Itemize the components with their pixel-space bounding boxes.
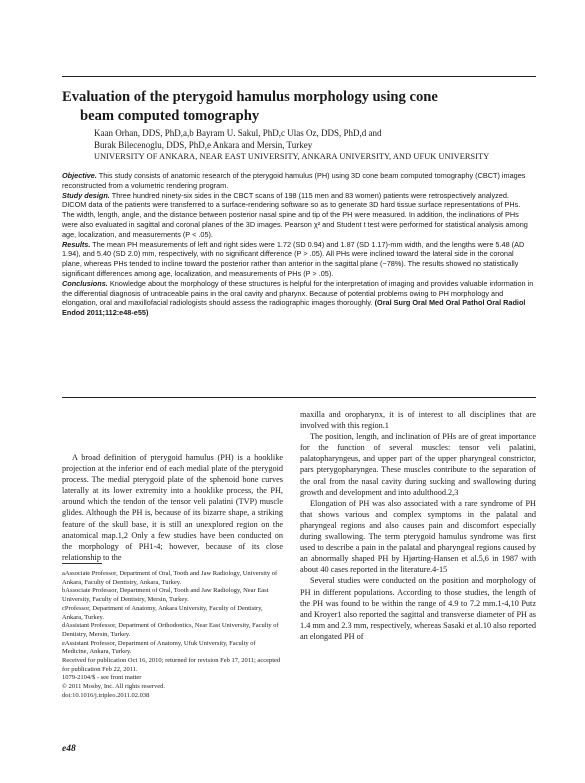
abstract-results: Results. The mean PH measurements of left and right sides were 1.72 (SD 0.94) and 1.87 (SD 1.17)-mm width, and the lengths were 5.48 (AD 1.94), and 5.40 (SD 2.0) mm, respectively, with no significant difference (P > .05). All PHs were inclined toward the lateral side in the coronal plane, whereas PHs tended to incline toward the posterior rather than anterior in the sagittal plane (~78%). The results showed no statistically significant differences among age, localization, and measurements of PHs (P > .05). [62,239,525,278]
title-line-2: beam computed tomography [80,108,260,124]
intro-paragraph-1: A broad definition of pterygoid hamulus (PH) is a hooklike projection at the inferior end of each medial plate of the pterygoid process. The medial pterygoid plate of the sphenoid bone curves laterally at its lower extremity into a hooklike process, the PH, around which the tendon of the tensor veli palatini (TVP) muscle glides. Although the PH is, because of its bizarre shape, a striking feature of the skull base, it is still an unexplored region on the anatomical map.1,2 Only a few studies have been conducted on the morphology of PH1-4; however, because of its close relationship to the [62,453,283,562]
doi-line: doi:10.1016/j.tripleo.2011.02.038 [62,691,150,699]
authors-line-2: Burak Bilecenoglu, DDS, PhD,e Ankara and Mersin, Turkey [94,140,313,151]
body-paragraph-3: Elongation of PH was also associated with a rare syndrome of PH that shows various and complex symptoms in the palatal and pharyngeal regions and also causes pain and discomfort especially during swallowing. The term pterygoid hamulus syndrome was first used to describe a pain in the palatal and pharyngeal regions caused by an abnormally shaped PH by Hjørting-Hansen et al.5,6 in 1987 with about 40 cases reported in the literature.4-15 [300,498,536,575]
top-rule [62,76,536,77]
institutions-line: UNIVERSITY OF ANKARA, NEAR EAST UNIVERSITY, ANKARA UNIVERSITY, AND UFUK UNIVERSITY [94,152,490,162]
journal-citation: (Oral Surg Oral Med Oral Pathol Oral Radiol Endod 2011;112:e48-e55) [62,298,526,318]
copyright-line: © 2011 Mosby, Inc. All rights reserved. [62,683,166,691]
footnote-b: bAssociate Professor, Department of Oral, Tooth and Jaw Radiology, Near East University, Faculty of Dentistry, Mersin, Turkey. [62,587,269,604]
issn-line: 1079-2104/$ - see front matter [62,674,142,682]
abstract [62,171,534,318]
footnote-rule [62,563,102,564]
footnote-a: aAssociate Professor, Department of Oral, Tooth and Jaw Radiology, University of Ankara, Faculty of Dentistry, Ankara, Turkey. [62,570,278,586]
abstract-study-design: Study design. Three hundred ninety-six sides in the CBCT scans of 198 (115 men and 83 women) patients were retrospectively analyzed. DICOM data of the patients were transferred to a surface-rendering software so as to generate 3D hard tissue surface representations of PHs. The width, length, angle, and the distance between posterior nasal spine and tip of the PH were measured. In addition, the inclinations of PHs were also evaluated in sagittal and coronal planes of the 3D images. Pearson χ² and Student t test were performed for statistical analysis among age, localization, and measurements (P < .05). [62,190,528,239]
title-line-1: Evaluation of the pterygoid hamulus morphology using cone [62,89,438,105]
author-block [94,127,534,164]
footnote-c: cProfessor, Department of Anatomy, Ankara University, Faculty of Dentistry, Ankara, Turkey. [62,604,263,621]
body-paragraph-2: The position, length, and inclination of PHs are of great importance for the function of several muscles: tensor veli palatini, palatopharyngeus, and upper part of the upper pharyngeal constrictor, pars pterygopharyngea. These muscles contribute to the separation of the oral from the nasal cavity during sucking and swallowing during growth and development and into adulthood.2,3 [300,432,536,497]
footnote-e: eAssistant Professor, Department of Anatomy, Ufuk University, Faculty of Medicine, Ankara, Turkey. [62,639,256,656]
footnote-d: dAssistant Professor, Department of Orthodontics, Near East University, Faculty of Dentistry, Mersin, Turkey. [62,622,279,638]
left-column [62,452,283,563]
abstract-objective: Objective. This study consists of anatomic research of the pterygoid hamulus (PH) using 3D cone beam computed tomography (CBCT) images reconstructed from a volumetric rendering program. [62,171,526,190]
abstract-conclusions: Conclusions. Knowledge about the morphology of these structures is helpful for the interpretation of imaging and provides valuable information in the differential diagnosis of untraceable pains in the oral cavity and pharynx. Because of potential problems owing to PH morphology and elongation, oral and maxillofacial radiologists should assess the radiographic images thoroughly. (Oral Surg Oral Med Oral Pathol Oral Radiol Endod 2011;112:e48-e55) [62,278,534,318]
footnotes [62,570,283,701]
received-dates: Received for publication Oct 16, 2010; returned for revision Feb 17, 2011; accepted for publication Feb 22, 2011. [62,657,281,673]
body-paragraph-continued: maxilla and oropharynx, it is of interest to all disciplines that are involved with this region.1 [300,410,536,431]
right-column [300,409,536,642]
body-paragraph-4: Several studies were conducted on the position and morphology of PH in different populations. According to those studies, the length of the PH was found to be within the range of 4.9 to 7.2 mm.1-4,10 Putz and Kroyer1 also reported the sagittal and transverse diameter of PH as 1.4 mm and 2.3 mm, respectively, whereas Sasaki et al.10 also reported an elongated PH of [300,576,536,641]
abstract-rule [62,397,536,398]
page-number: e48 [62,744,76,754]
article-title [62,88,532,126]
authors-line-1: Kaan Orhan, DDS, PhD,a,b Bayram U. Sakul, PhD,c Ulas Oz, DDS, PhD,d and [94,128,382,138]
